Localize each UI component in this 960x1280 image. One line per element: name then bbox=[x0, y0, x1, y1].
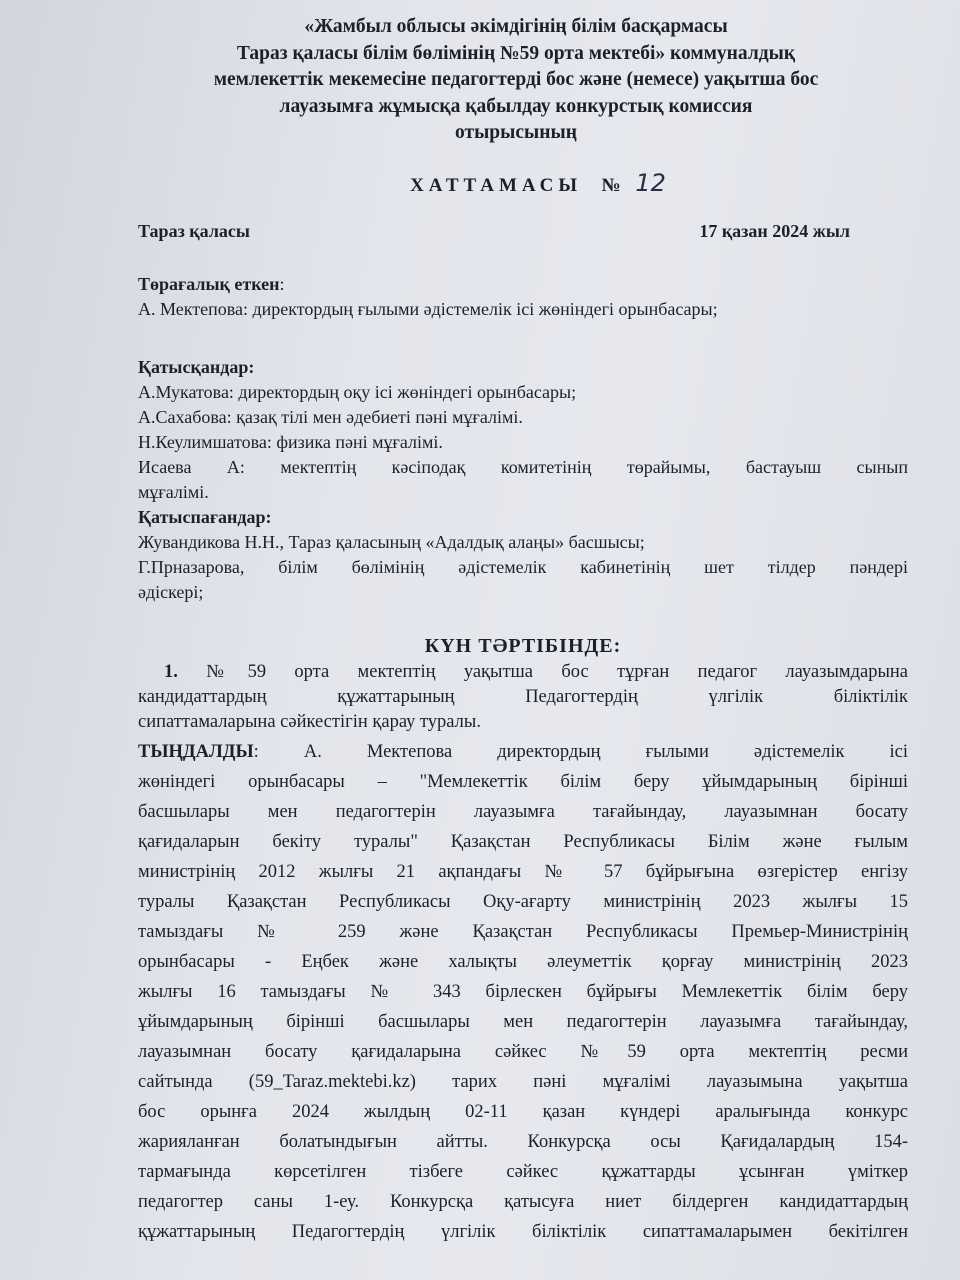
agenda-item-number: 1. bbox=[164, 661, 178, 682]
date: 17 қазан 2024 жыл bbox=[699, 220, 850, 241]
participants-label: Қатысқандар: bbox=[138, 356, 255, 377]
agenda-item bbox=[138, 660, 908, 735]
heard-line: сайтында (59_Taraz.mektebi.kz) тарих пәні мұғалімі лауазымына уақытша bbox=[138, 1071, 908, 1092]
document-header bbox=[126, 14, 906, 147]
participant-line: Н.Кеулимшатова: физика пәні мұғалімі. bbox=[138, 431, 443, 452]
protocol-word: ХАТТАМАСЫ bbox=[410, 174, 583, 196]
heard-line: тармағында көрсетілген тізбеге сәйкес құжаттарды ұсынған үміткер bbox=[138, 1161, 908, 1182]
heard-line: бос орынға 2024 жылдың 02-11 қазан күндері аралығында конкурс bbox=[138, 1101, 908, 1122]
heard-line: жарияланған болатындығын айтты. Конкурсқа осы Қағидалардың 154- bbox=[138, 1131, 908, 1152]
heard-line: тамыздағы № 259 және Қазақстан Республикасы Премьер-Министрінің bbox=[138, 921, 908, 942]
header-line: отырысының bbox=[455, 122, 577, 143]
heard-line: туралы Қазақстан Республикасы Оқу-ағарту министрінің 2023 жылғы 15 bbox=[138, 891, 908, 912]
place: Тараз қаласы bbox=[138, 220, 250, 241]
heard-line: лауазымнан босату қағидаларына сәйкес №59 орта мектептің ресми bbox=[138, 1041, 908, 1062]
heard-line: педагогтер саны 1-еу. Конкурсқа қатысуға ниет білдерген кандидаттардың bbox=[138, 1191, 908, 1212]
heard-line: қағидаларын бекіту туралы" Қазақстан Республикасы Білім және ғылым bbox=[138, 831, 908, 852]
heard-section bbox=[138, 737, 908, 1247]
header-line: Тараз қаласы білім бөлімінің №59 орта мектебі» коммуналдық bbox=[236, 42, 796, 64]
participant-line: А.Сахабова: қазақ тілі мен әдебиеті пәні мұғалімі. bbox=[138, 406, 523, 427]
heard-label: ТЫҢДАЛДЫ bbox=[138, 741, 254, 762]
participants-section bbox=[138, 355, 908, 505]
heard-line: жылғы 16 тамыздағы № 343 бірлескен бұйрығы Мемлекеттік білім беру bbox=[138, 981, 908, 1002]
absent-label: Қатыспағандар: bbox=[138, 506, 272, 527]
absent-line: Г.Прназарова, білім бөлімінің әдістемелік кабинетінің шет тілдер пәндері bbox=[138, 556, 908, 577]
agenda-item-line: №59 орта мектептің уақытша бос тұрған педагог лауазымдарына bbox=[206, 661, 909, 682]
agenda-item-line: сипаттамаларына сәйкестігін қарау туралы. bbox=[138, 711, 481, 732]
protocol-number: 12 bbox=[635, 168, 666, 197]
absent-line: әдіскері; bbox=[138, 581, 204, 602]
agenda-item-line: кандидаттардың құжаттарының Педагогтердің үлгілік біліктілік bbox=[138, 686, 908, 707]
chair-label: Төрағалық еткен bbox=[138, 273, 280, 294]
protocol-document bbox=[138, 14, 908, 1247]
heard-line: орынбасары - Еңбек және халықты әлеуметтік қорғау министрінің 2023 bbox=[138, 951, 908, 972]
heard-line: министрінің 2012 жылғы 21 ақпандағы № 57 бұйрығына өзгерістер енгізу bbox=[138, 861, 908, 882]
participant-line: мұғалімі. bbox=[138, 481, 209, 502]
participant-line: А.Мукатова: директордың оқу ісі жөніндегі орынбасары; bbox=[138, 381, 577, 402]
heard-line: құжаттарының Педагогтердің үлгілік біліктілік сипаттамаларымен бекітілген bbox=[138, 1221, 908, 1242]
place-date-row bbox=[138, 221, 850, 242]
absent-line: Жувандикова Н.Н., Тараз қаласының «Адалдық алаңы» басшысы; bbox=[138, 531, 645, 552]
heard-line: ұйымдарының бірінші басшылары мен педагогтерін лауазымға тағайындау, bbox=[138, 1011, 908, 1032]
heard-line: жөніндегі орынбасары – "Мемлекеттік білім беру ұйымдарының бірінші bbox=[138, 771, 908, 792]
chair-person: А. Мектепова: директордың ғылыми әдістемелік ісі жөніндегі орынбасары; bbox=[138, 298, 718, 319]
header-line: лауазымға жұмысқа қабылдау конкурстық комиссия bbox=[279, 95, 753, 117]
protocol-number-sign: № bbox=[601, 174, 626, 196]
heard-first-line: : А. Мектепова директордың ғылыми әдістемелік ісі bbox=[253, 741, 908, 762]
protocol-title bbox=[168, 169, 908, 197]
chair-colon: : bbox=[279, 273, 285, 294]
agenda-title: КҮН ТӘРТІБІНДЕ: bbox=[424, 634, 622, 657]
heard-line: басшылары мен педагогтерін лауазымға тағайындау, лауазымнан босату bbox=[138, 801, 908, 822]
chair-section bbox=[138, 272, 908, 322]
header-line: «Жамбыл облысы әкімдігінің білім басқармасы bbox=[304, 16, 728, 37]
header-line: мемлекеттік мекемесіне педагогтерді бос және (немесе) уақытша бос bbox=[213, 69, 819, 90]
absent-section bbox=[138, 505, 908, 605]
participant-line: Исаева А: мектептің кәсіподақ комитетінің төрайымы, бастауыш сынып bbox=[138, 456, 908, 477]
